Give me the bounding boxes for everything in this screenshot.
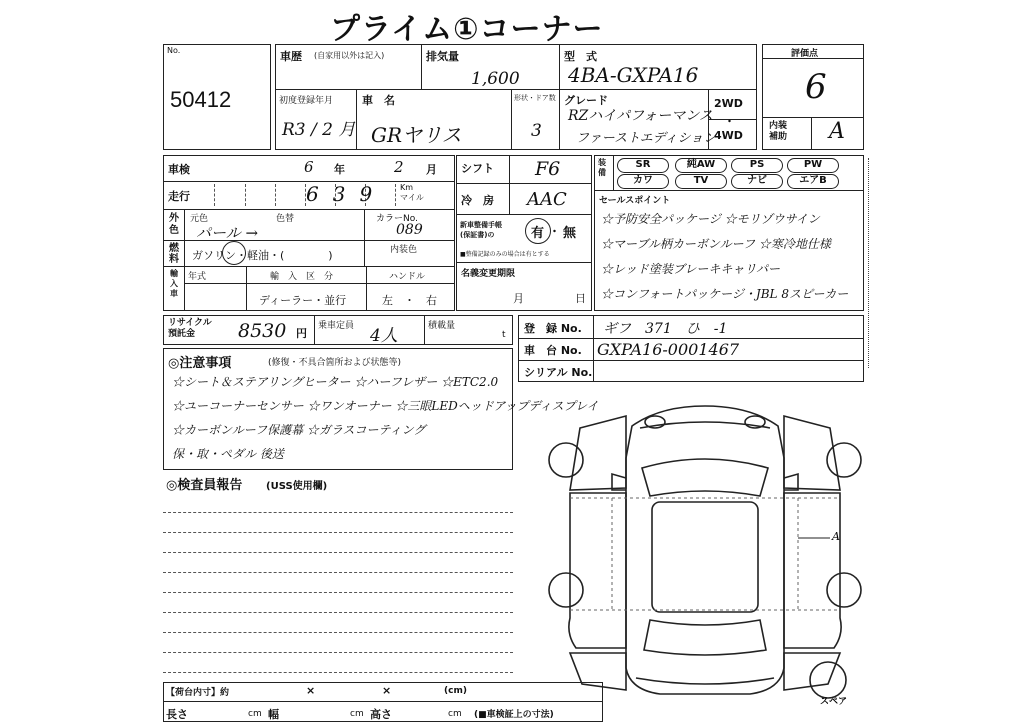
inspection-grid bbox=[163, 155, 455, 311]
mileage-unit: Km マイル bbox=[400, 183, 424, 202]
car-windshield bbox=[642, 459, 768, 496]
registration-grid bbox=[518, 315, 864, 382]
report-line bbox=[163, 512, 513, 513]
car-fender-front-left bbox=[570, 416, 626, 490]
note-line: ☆カーボンルーフ保護幕 ☆ガラスコーティング bbox=[172, 423, 426, 437]
equip-tv: TV bbox=[675, 174, 727, 189]
score-box bbox=[762, 44, 864, 150]
cargo-length-cm: cm bbox=[248, 709, 262, 719]
import-class-label: 輸 入 区 分 bbox=[270, 272, 334, 282]
shaken-month-unit: 月 bbox=[426, 163, 437, 176]
notes-label: ◎注意事項 bbox=[168, 356, 232, 371]
cargo-length-label: 長さ bbox=[166, 708, 188, 721]
report-line bbox=[163, 632, 513, 633]
sales-point: ☆マーブル柄カーボンルーフ ☆寒冷地仕様 bbox=[601, 237, 831, 251]
doors-value: 3 bbox=[531, 121, 542, 141]
car-wheel-rear-right bbox=[827, 573, 861, 607]
equipment-side-label: 装備 bbox=[598, 158, 606, 177]
cargo-label: 【荷台内寸】約 bbox=[166, 688, 230, 698]
chassis-value: GXPA16-0001467 bbox=[597, 340, 740, 359]
doors-label: 形状・ドア数 bbox=[514, 94, 556, 102]
color-code-label: カラーNo. bbox=[376, 214, 418, 224]
cargo-x1: × bbox=[306, 684, 316, 697]
model-label: 型 式 bbox=[564, 50, 597, 63]
recycle-unit: 円 bbox=[296, 327, 307, 340]
manual-yes: 有 bbox=[531, 226, 545, 241]
right-edge-marks bbox=[868, 158, 875, 368]
cargo-note: (■車検証上の寸法) bbox=[474, 710, 554, 720]
name-change-day: 日 bbox=[575, 292, 586, 305]
capacity-value: 4人 bbox=[370, 326, 398, 346]
equip-power-window: PW bbox=[787, 158, 839, 173]
manual-label: 新車整備手帳 (保証書)の bbox=[460, 221, 502, 239]
car-rear-bumper bbox=[636, 678, 774, 684]
lot-label: No. bbox=[167, 46, 181, 55]
fuel-circle bbox=[222, 241, 246, 265]
report-label: ◎検査員報告 bbox=[166, 478, 243, 493]
fuel-side-label: 燃 料 bbox=[169, 243, 179, 265]
grade-label: グレード bbox=[564, 94, 608, 107]
load-unit: t bbox=[502, 330, 506, 340]
damage-mark-a: A bbox=[832, 530, 840, 543]
car-name-label: 車 名 bbox=[362, 94, 395, 107]
chassis-label: 車 台 No. bbox=[524, 344, 582, 357]
report-line bbox=[163, 532, 513, 533]
color-value: パール → bbox=[196, 224, 259, 242]
cargo-height-cm: cm bbox=[448, 709, 462, 719]
model-value: 4BA-GXPA16 bbox=[568, 63, 699, 87]
reg-value: ギフ 371 ひ -1 bbox=[603, 321, 728, 337]
history-label: 車歴 bbox=[280, 50, 302, 63]
color-code-value: 089 bbox=[396, 222, 423, 238]
equip-alloy-wheel: 純AW bbox=[675, 158, 727, 173]
shaken-label: 車検 bbox=[168, 163, 190, 176]
car-door-right bbox=[784, 493, 841, 648]
notes-sub: (修復・不具合箇所および状態等) bbox=[268, 358, 402, 368]
name-change-label: 名義変更期限 bbox=[461, 269, 516, 279]
name-change-month: 月 bbox=[513, 292, 524, 305]
import-side-label: 輸 入 車 bbox=[170, 269, 178, 298]
handle-value: 左 ・ 右 bbox=[382, 294, 437, 307]
recycle-value: 8530 bbox=[238, 320, 287, 342]
cargo-width-label: 幅 bbox=[268, 708, 279, 721]
car-diagram bbox=[540, 398, 870, 708]
handle-label: ハンドル bbox=[389, 272, 426, 282]
import-class-value: ディーラー・並行 bbox=[259, 294, 347, 307]
car-wheel-front-left bbox=[549, 443, 583, 477]
note-line: ☆ユーコーナーセンサー ☆ワンオーナー ☆三眼LEDヘッドアップディスプレイ bbox=[172, 399, 599, 413]
car-wheel-rear-left bbox=[549, 573, 583, 607]
lot-number: 50412 bbox=[170, 87, 232, 112]
sales-point: ☆コンフォートパッケージ・JBL 8スピーカー bbox=[601, 287, 849, 301]
interior-label: 内装 補助 bbox=[769, 121, 788, 142]
drive-2wd: 2WD bbox=[714, 97, 743, 110]
ac-label: 冷 房 bbox=[461, 194, 494, 207]
cargo-grid bbox=[163, 682, 603, 722]
color-side-label: 外 色 bbox=[169, 213, 179, 236]
shaken-month: 2 bbox=[394, 158, 404, 176]
header-grid bbox=[275, 44, 757, 150]
reg-label: 登 録 No. bbox=[524, 322, 582, 335]
drive-4wd: 4WD bbox=[714, 129, 743, 142]
car-fender-front-right bbox=[784, 416, 840, 490]
score-value: 6 bbox=[805, 67, 827, 107]
grade-value-1: RZハイパフォーマンス bbox=[568, 108, 713, 124]
page-title: プライム①コーナー bbox=[330, 12, 604, 47]
equip-navi: ナビ bbox=[731, 174, 783, 189]
shift-value: F6 bbox=[535, 158, 561, 180]
spare-label: スペア bbox=[820, 697, 848, 707]
manual-no: 無 bbox=[563, 226, 577, 241]
car-wheel-front-right bbox=[827, 443, 861, 477]
report-line bbox=[163, 612, 513, 613]
first-reg-label: 初度登録年月 bbox=[279, 96, 334, 106]
displacement-value: 1,600 bbox=[471, 69, 520, 89]
sales-label: セールスポイント bbox=[599, 196, 671, 206]
displacement-label: 排気量 bbox=[426, 50, 459, 63]
equipment-grid bbox=[594, 155, 864, 311]
recycle-label: リサイクル 預託金 bbox=[168, 318, 212, 339]
equip-sr: SR bbox=[617, 158, 669, 173]
grade-value-2: ファーストエディション bbox=[576, 131, 717, 146]
report-line bbox=[163, 572, 513, 573]
car-fender-rear-left bbox=[570, 653, 626, 690]
report-line bbox=[163, 592, 513, 593]
cargo-x2: × bbox=[382, 684, 392, 697]
cargo-width-cm: cm bbox=[350, 709, 364, 719]
score-label: 評価点 bbox=[791, 49, 819, 59]
shift-label: シフト bbox=[461, 162, 494, 175]
history-note: (自家用以外は記入) bbox=[314, 51, 385, 60]
interior-color-label: 内装色 bbox=[390, 245, 418, 255]
sales-point: ☆レッド塗装ブレーキキャリパー bbox=[601, 262, 781, 276]
cargo-unit: (cm) bbox=[444, 686, 467, 696]
report-line bbox=[163, 652, 513, 653]
equip-airbag: エアB bbox=[787, 174, 839, 189]
shift-grid bbox=[456, 155, 592, 311]
car-name-value: GRヤリス bbox=[371, 123, 462, 147]
shaken-year-unit: 年 bbox=[334, 163, 345, 176]
mileage-value: 639 bbox=[306, 182, 387, 206]
capacity-label: 乗車定員 bbox=[318, 321, 355, 331]
sales-point: ☆予防安全パッケージ ☆モリゾウサイン bbox=[601, 212, 820, 226]
equip-leather: カワ bbox=[617, 174, 669, 189]
lot-box bbox=[163, 44, 271, 150]
import-year-label: 年式 bbox=[188, 272, 207, 282]
mileage-label: 走行 bbox=[168, 190, 190, 203]
car-roof bbox=[652, 502, 758, 612]
recycle-grid bbox=[163, 315, 513, 345]
car-rear-window bbox=[644, 620, 766, 655]
report-sub: (USS使用欄) bbox=[266, 481, 328, 492]
manual-note: ■整備記録のみの場合は有とする bbox=[460, 251, 550, 258]
first-reg-value: R3 / 2 月 bbox=[282, 120, 356, 140]
note-line: 保・取・ペダル 後送 bbox=[172, 447, 284, 461]
report-line bbox=[163, 672, 513, 673]
ac-value: AAC bbox=[527, 189, 567, 210]
color-change-label: 色替 bbox=[276, 214, 295, 224]
serial-label: シリアル No. bbox=[524, 366, 593, 379]
report-line bbox=[163, 552, 513, 553]
fuel-text: ガソリン・軽油・( ) bbox=[192, 249, 333, 262]
car-spare-wheel bbox=[810, 662, 846, 698]
drive-dot: ・ bbox=[724, 115, 735, 128]
shaken-year: 6 bbox=[304, 158, 314, 176]
load-label: 積載量 bbox=[428, 321, 456, 331]
equip-power-steering: PS bbox=[731, 158, 783, 173]
cargo-height-label: 高さ bbox=[370, 708, 392, 721]
manual-dot: ・ bbox=[549, 225, 560, 238]
orig-color-label: 元色 bbox=[190, 214, 209, 224]
car-door-left bbox=[569, 493, 626, 648]
interior-value: A bbox=[829, 119, 845, 144]
note-line: ☆シート＆ステアリングヒーター ☆ハーフレザー ☆ETC2.0 bbox=[172, 375, 499, 389]
